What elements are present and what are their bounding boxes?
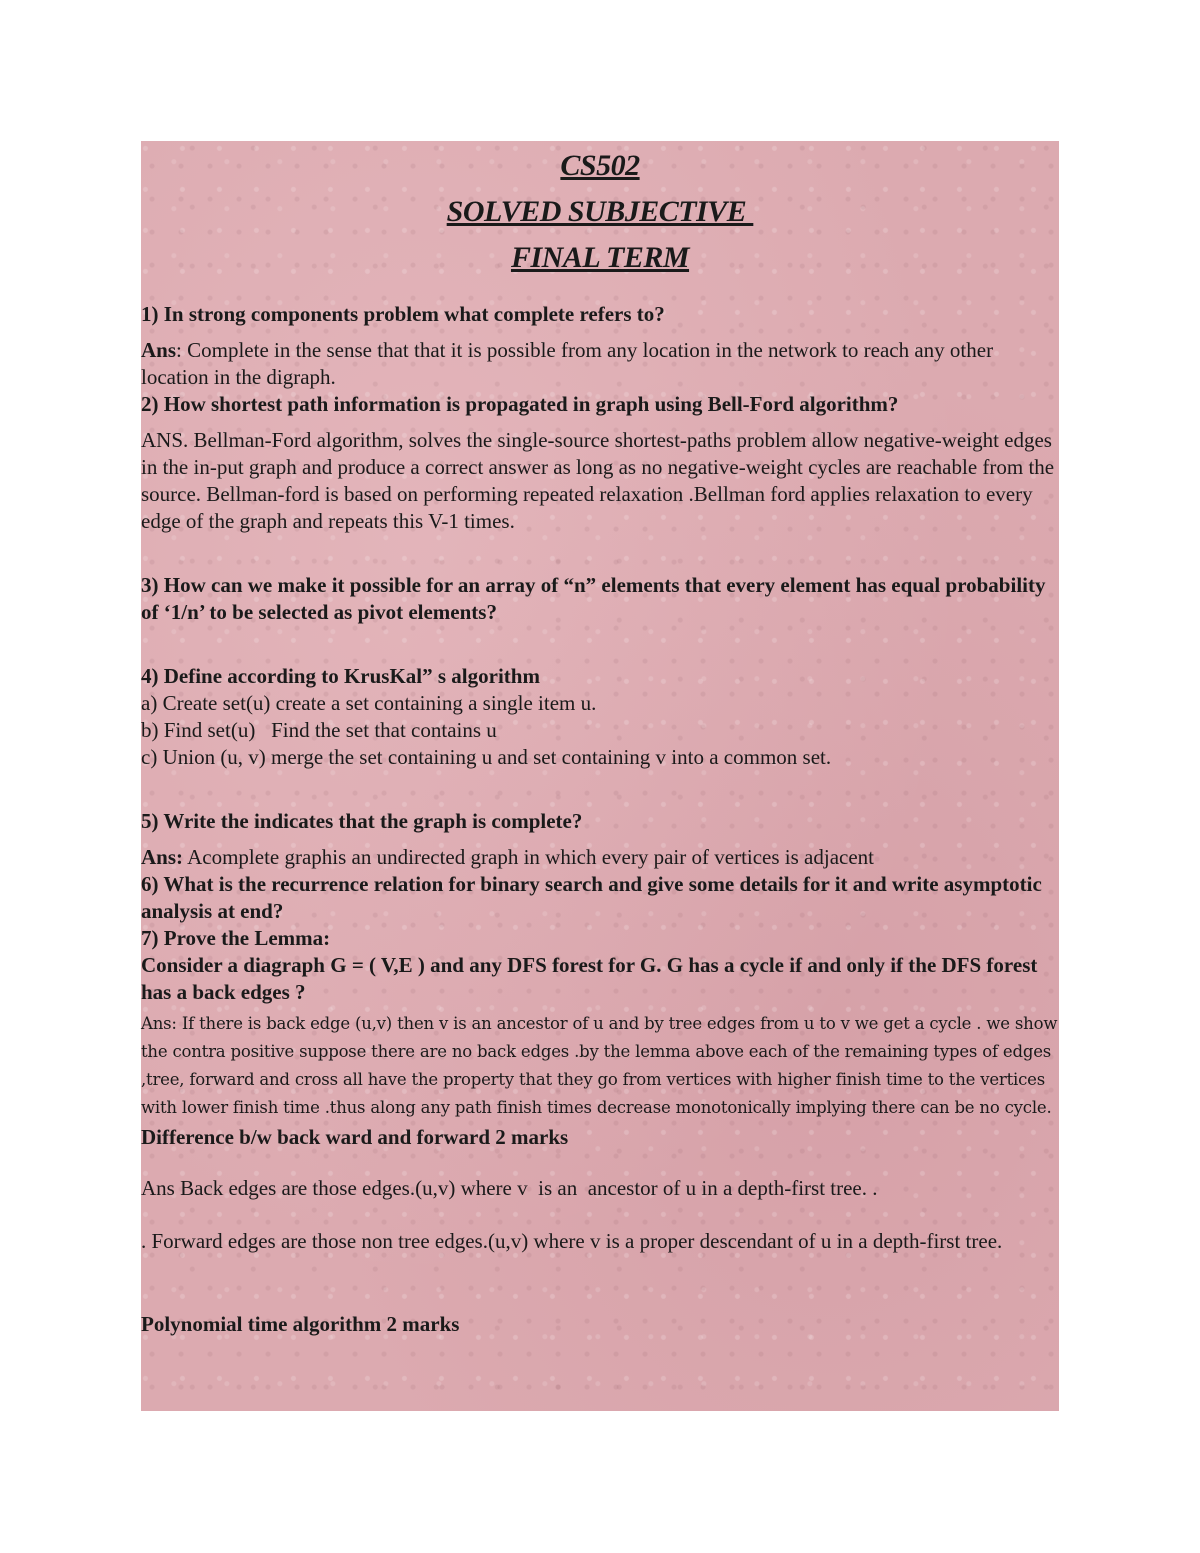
answer-1-text: : Complete in the sense that that it is possible from any location in the network to reach any other location in the digraph. — [141, 338, 994, 389]
question-2: 2) How shortest path information is propagated in graph using Bell-Ford algorithm? — [141, 392, 899, 416]
question-1: 1) In strong components problem what complete refers to? — [141, 302, 665, 326]
answer-1-label: Ans — [141, 338, 177, 362]
answer-8-forward-edges: . Forward edges are those non tree edges.(u,v) where v is a proper descendant of u in a depth-first tree. — [141, 1229, 1003, 1253]
kruskal-item-c: c) Union (u, v) merge the set containing u and set containing v into a common set. — [141, 745, 832, 769]
answer-8-back-edges: Ans Back edges are those edges.(u,v) where v is an ancestor of u in a depth-first tree. . — [141, 1176, 878, 1200]
question-6: 6) What is the recurrence relation for binary search and give some details for it and write asymptotic analysis at end? — [141, 872, 1042, 923]
answer-2: ANS. Bellman-Ford algorithm, solves the single-source shortest-paths problem allow negative-weight edges in the in-put graph and produce a correct answer as long as no negative-weight cycles are reachable from the source. Bellman-ford is based on performing repeated relaxation .Bellman ford applies relaxation to every edge of the graph and repeats this V-1 times. — [141, 428, 1055, 533]
answer-7: Ans: If there is back edge (u,v) then v is an ancestor of u and by tree edges from u to v we get a cycle . we show the contra positive suppose there are no back edges .by the lemma above each of the remaining types of edges ,tree, forward and cross all have the property that they go from vertices with higher finish time to the vertices with lower finish time .thus along any path finish times decrease monotonically implying there can be no cycle. — [141, 1014, 1058, 1117]
question-8: Difference b/w back ward and forward 2 marks — [141, 1125, 569, 1149]
title-course-code: CS502 — [560, 149, 640, 182]
document-content — [141, 141, 1059, 1338]
answer-5-label: Ans: — [141, 845, 184, 869]
question-9: Polynomial time algorithm 2 marks — [141, 1312, 460, 1336]
question-3: 3) How can we make it possible for an array of “n” elements that every element has equal probability of ‘1/n’ to be selected as pivot elements? — [141, 573, 1046, 624]
document-title — [141, 141, 1059, 281]
lemma-statement: Consider a diagraph G = ( V,E ) and any DFS forest for G. G has a cycle if and only if the DFS forest has a back edges ? — [141, 953, 1038, 1004]
question-4: 4) Define according to KrusKal” s algorithm — [141, 664, 540, 688]
document-page — [141, 141, 1059, 1411]
answer-5-text: Acomplete graphis an undirected graph in which every pair of vertices is adjacent — [183, 845, 875, 869]
answer-1 — [141, 337, 1059, 391]
kruskal-item-a: a) Create set(u) create a set containing a single item u. — [141, 691, 597, 715]
title-subtitle: SOLVED SUBJECTIVE — [446, 195, 754, 228]
question-7: 7) Prove the Lemma: — [141, 926, 331, 950]
question-5: 5) Write the indicates that the graph is complete? — [141, 809, 583, 833]
title-term: FINAL TERM — [510, 241, 690, 274]
answer-5 — [141, 844, 1059, 871]
kruskal-item-b: b) Find set(u) Find the set that contains u — [141, 718, 497, 742]
